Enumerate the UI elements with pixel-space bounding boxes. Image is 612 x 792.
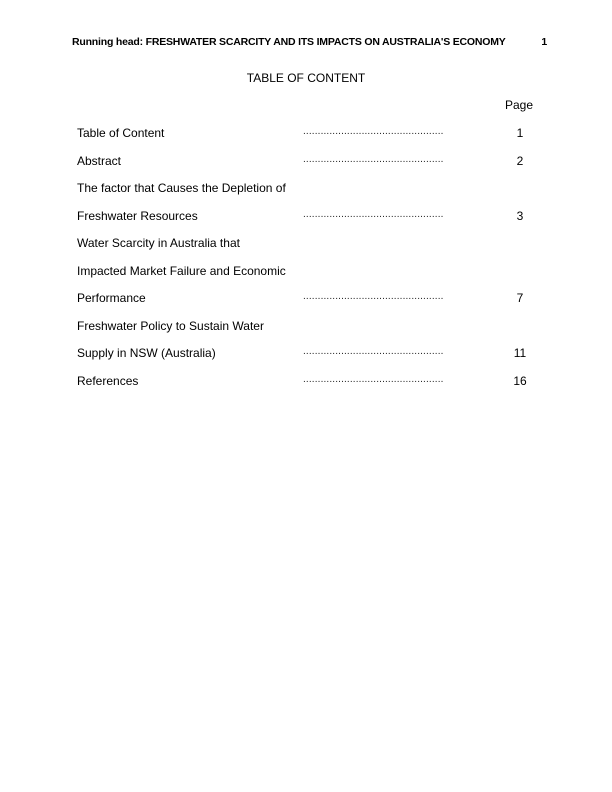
running-head <box>72 36 547 48</box>
toc-entry-page: 2 <box>516 153 524 168</box>
toc-entry-freshwater-policy-line-2 <box>77 340 537 368</box>
toc-entry-page: 16 <box>513 373 527 388</box>
toc-entry-water-scarcity-line-1 <box>77 230 537 258</box>
toc-entry-references <box>77 368 537 396</box>
toc-title: TABLE OF CONTENT <box>246 71 366 85</box>
toc-entry-page: 7 <box>516 291 524 305</box>
toc-list <box>77 120 537 395</box>
toc-page-column-label: Page <box>505 98 534 112</box>
toc-leader-dots: ................................................ <box>303 346 444 357</box>
toc-entry-freshwater-policy-line-1 <box>77 313 537 341</box>
toc-entry-water-scarcity-line-3 <box>77 285 537 313</box>
toc-entry-depletion-line-2 <box>77 203 537 231</box>
toc-leader-dots: ................................................ <box>303 373 444 385</box>
toc-leader-dots: ................................................ <box>303 208 444 220</box>
header-page-number: 1 <box>541 36 547 48</box>
toc-entry-text: Freshwater Policy to Sustain Water <box>77 318 264 333</box>
toc-entry-text: Impacted Market Failure and Economic <box>77 263 286 278</box>
toc-leader-dots: ................................................ <box>303 153 444 165</box>
toc-entry-text: Supply in NSW (Australia) <box>77 346 216 360</box>
running-head-title: Running head: FRESHWATER SCARCITY AND ITS IMPACTS ON AUSTRALIA'S ECONOMY <box>72 36 506 48</box>
toc-entry-text: The factor that Causes the Depletion of <box>77 181 286 195</box>
toc-entry-depletion-line-1 <box>77 175 537 203</box>
toc-entry-text: Water Scarcity in Australia that <box>77 236 240 250</box>
toc-entry-text: Performance <box>77 291 146 305</box>
toc-entry-abstract <box>77 148 537 176</box>
toc-entry-text: References <box>77 373 139 388</box>
toc-entry-text: Table of Content <box>77 126 165 140</box>
toc-entry-text: Freshwater Resources <box>77 208 198 223</box>
toc-entry-page: 3 <box>516 208 524 223</box>
toc-entry-page: 1 <box>516 126 524 140</box>
toc-entry-text: Abstract <box>77 153 122 168</box>
toc-leader-dots: ................................................ <box>303 291 444 302</box>
toc-entry-table-of-content <box>77 120 537 148</box>
toc-entry-page: 11 <box>513 346 527 360</box>
toc-leader-dots: ................................................ <box>303 126 444 137</box>
toc-entry-water-scarcity-line-2 <box>77 258 537 286</box>
